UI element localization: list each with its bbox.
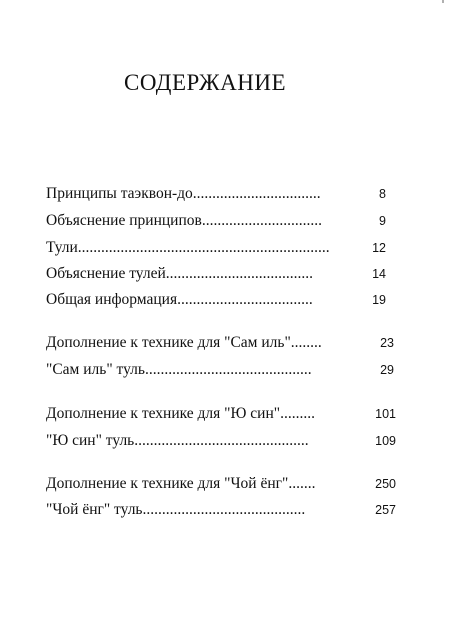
toc-entry-yu-sin-tul: "Ю син" туль.............................................: [46, 432, 309, 449]
toc-entry-sam-il-tul: "Сам иль" туль...........................................: [46, 361, 312, 378]
toc-entry-choi-yong-tul: "Чой ёнг" туль..........................................: [46, 501, 306, 518]
toc-entry-yu-sin-supplement: Дополнение к технике для "Ю син".........: [46, 405, 315, 422]
toc-page-number: 29: [380, 363, 394, 377]
toc-entry-tuls-explanation: Объяснение тулей......................................: [46, 265, 314, 282]
toc-entry-principles: Принципы таэквон-до.................................: [46, 185, 321, 202]
toc-entry-choi-yong-supplement: Дополнение к технике для "Чой ёнг".......: [46, 475, 316, 492]
toc-entry-general-info: Общая информация...................................: [46, 291, 313, 308]
toc-entry-sam-il-supplement: Дополнение к технике для "Сам иль"........: [46, 334, 322, 351]
toc-page-number: 14: [372, 267, 386, 281]
page-title: СОДЕРЖАНИЕ: [123, 70, 286, 95]
toc-page-number: 9: [379, 214, 386, 228]
toc-page-number: 257: [375, 503, 396, 517]
scan-artifact: [442, 0, 444, 3]
toc-entry-tuls: Тули.................................................................: [46, 239, 330, 256]
toc-page-number: 8: [379, 187, 386, 201]
toc-page-number: 250: [375, 477, 396, 491]
toc-page-number: 19: [372, 293, 386, 307]
toc-page-number: 109: [375, 434, 396, 448]
toc-entry-principles-explanation: Объяснение принципов...............................: [46, 212, 322, 229]
toc-page-number: 23: [380, 336, 394, 350]
toc-page-number: 101: [375, 407, 396, 421]
toc-page-number: 12: [372, 241, 386, 255]
